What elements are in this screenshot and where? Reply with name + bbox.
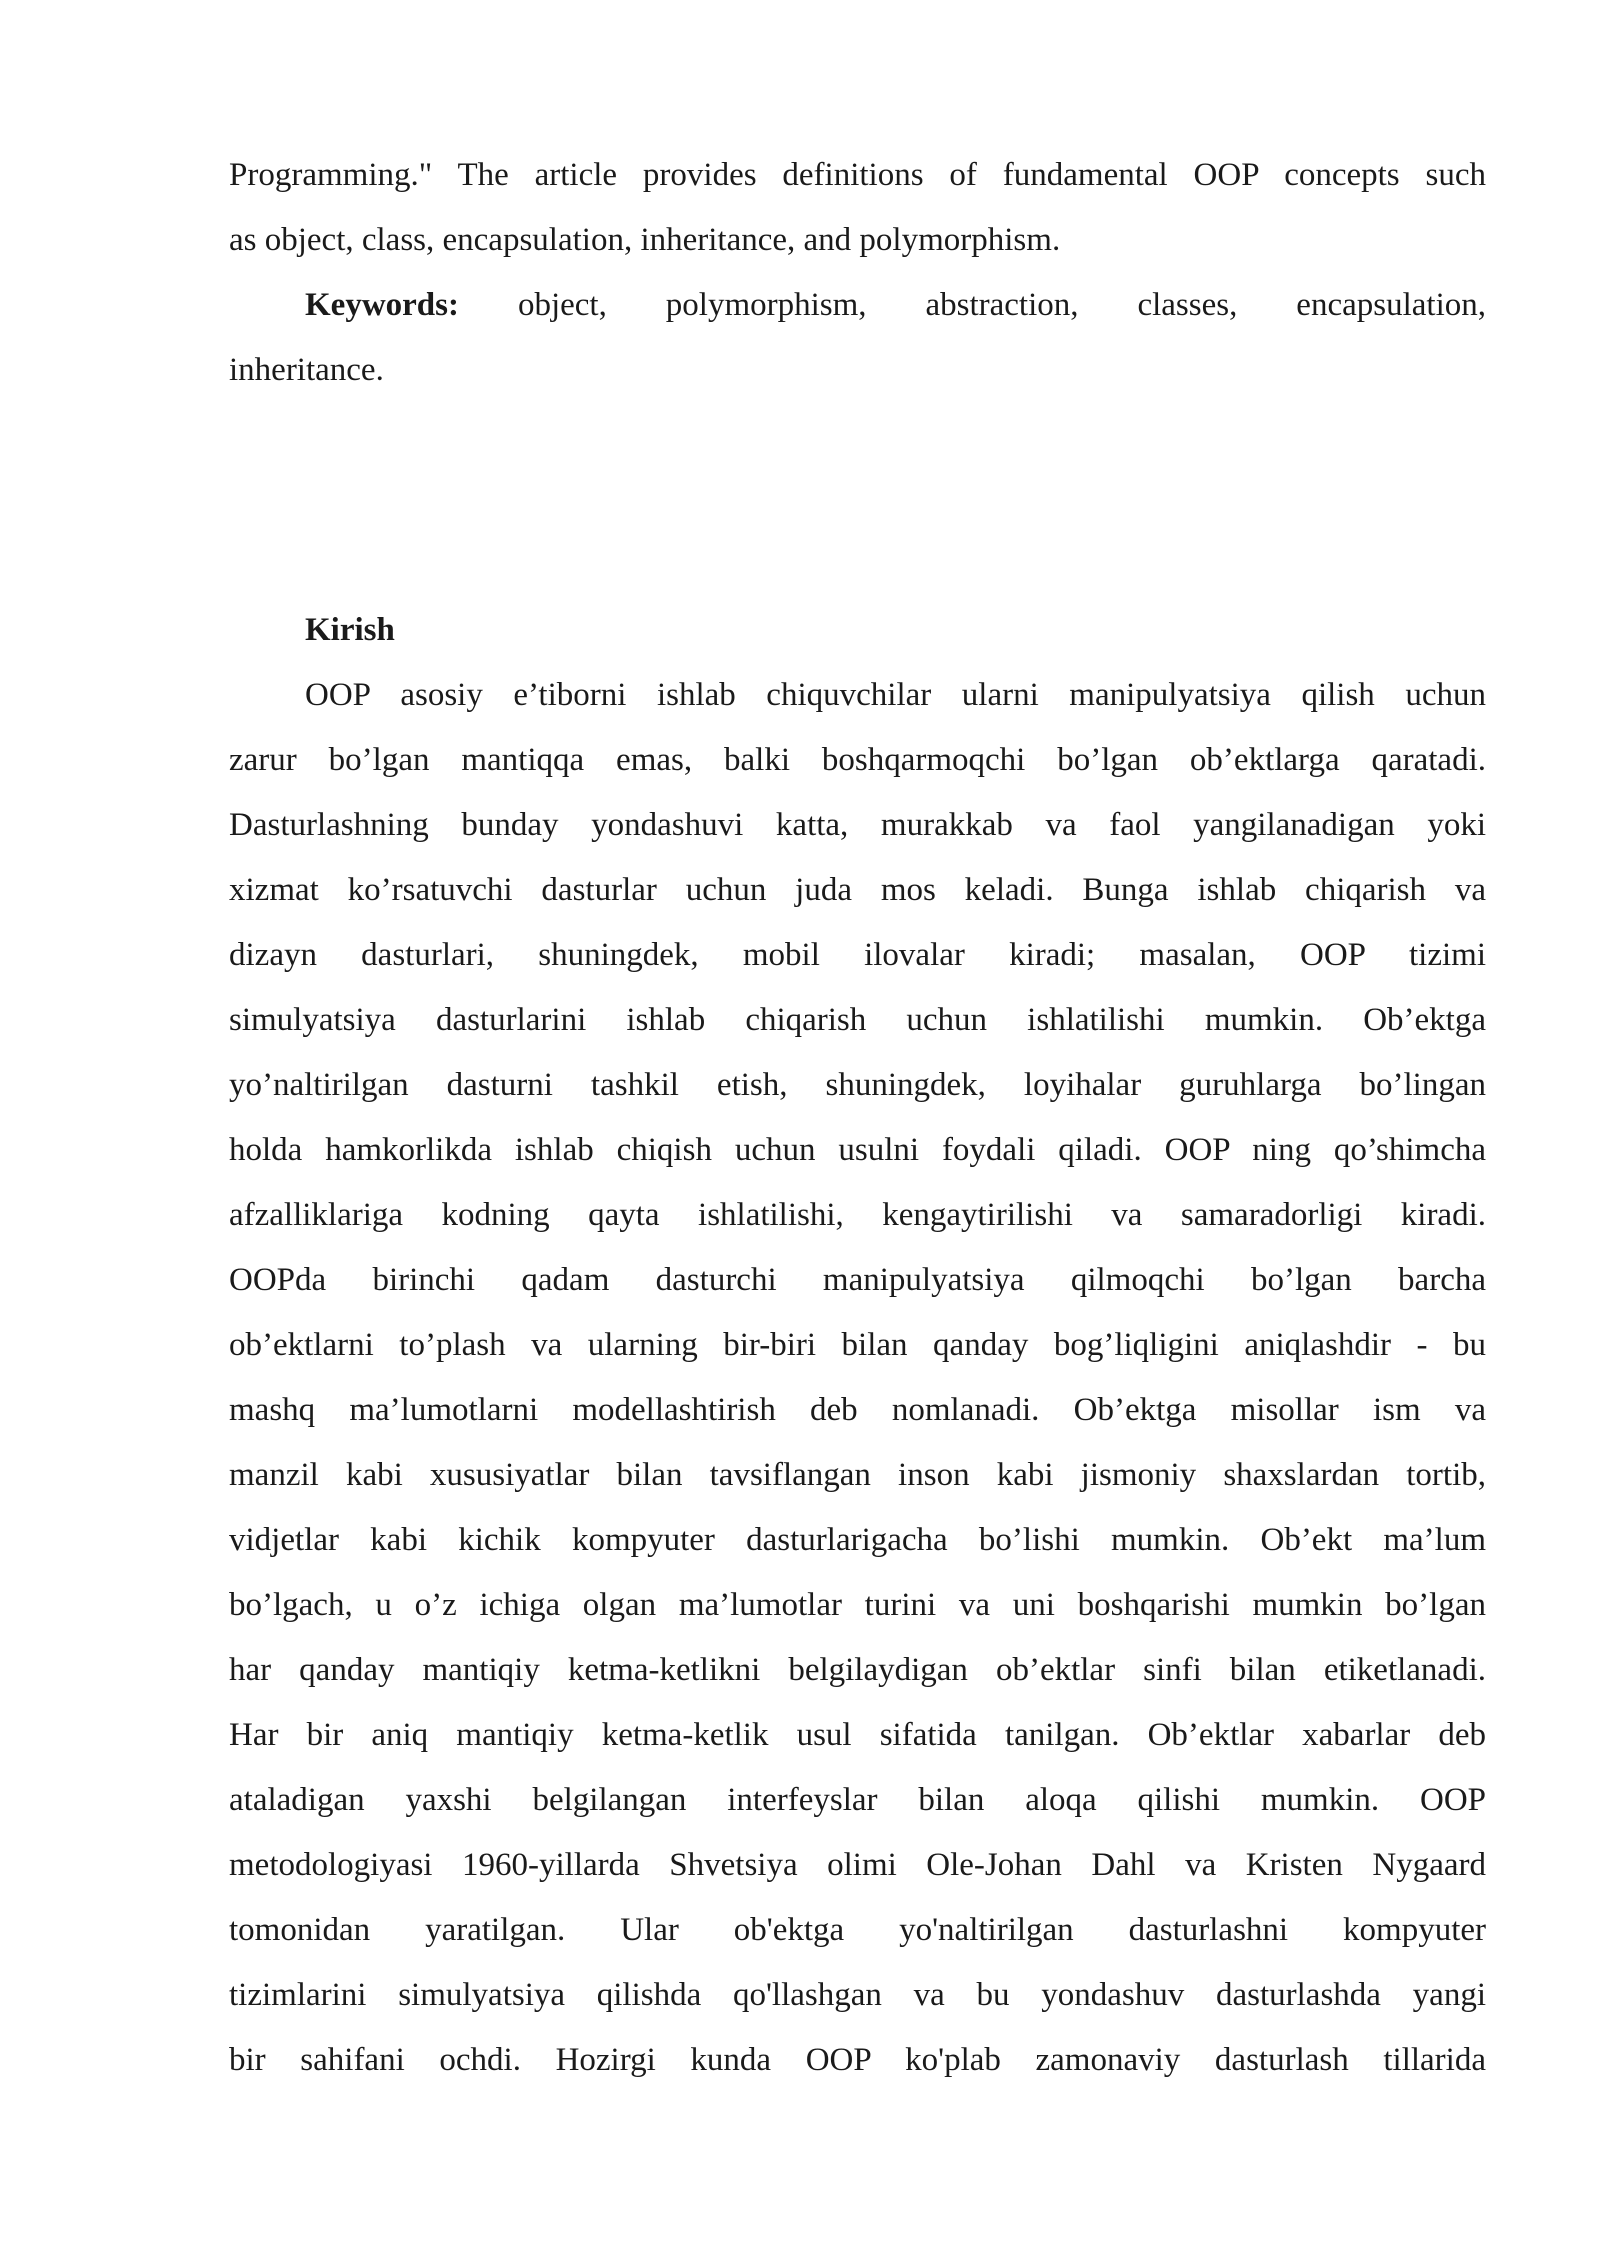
body-line: simulyatsiya dasturlarini ishlab chiqarish uchun ishlatilishi mumkin. Ob’ektga — [229, 1002, 1486, 1038]
body-line: OOPda birinchi qadam dasturchi manipulyatsiya qilmoqchi bo’lgan barcha — [229, 1262, 1486, 1298]
body-line: vidjetlar kabi kichik kompyuter dasturlarigacha bo’lishi mumkin. Ob’ekt ma’lum — [229, 1522, 1486, 1558]
body-line: ataladigan yaxshi belgilangan interfeyslar bilan aloqa qilishi mumkin. OOP — [229, 1782, 1486, 1818]
body-line: Dasturlashning bunday yondashuvi katta, murakkab va faol yangilanadigan yoki — [229, 807, 1486, 843]
body-line: OOP asosiy e’tiborni ishlab chiquvchilar ularni manipulyatsiya qilish uchun — [305, 677, 1486, 713]
keywords-line: inheritance. — [229, 352, 384, 388]
keywords-line — [229, 280, 1486, 345]
body-line: tomonidan yaratilgan. Ular ob'ektga yo'naltirilgan dasturlashni kompyuter — [229, 1912, 1486, 1948]
abstract-paragraph — [229, 150, 1486, 410]
body-line: bir sahifani ochdi. Hozirgi kunda OOP ko'plab zamonaviy dasturlash tillarida — [229, 2042, 1486, 2078]
section-heading: Kirish — [305, 612, 395, 648]
body-line: yo’naltirilgan dasturni tashkil etish, shuningdek, loyihalar guruhlarga bo’lingan — [229, 1067, 1486, 1103]
body-line: mashq ma’lumotlarni modellashtirish deb nomlanadi. Ob’ektga misollar ism va — [229, 1392, 1486, 1428]
body-line: har qanday mantiqiy ketma-ketlikni belgilaydigan ob’ektlar sinfi bilan etiketlanadi. — [229, 1652, 1486, 1688]
abstract-line: as object, class, encapsulation, inheritance, and polymorphism. — [229, 222, 1061, 258]
keywords-label: Keywords: — [305, 287, 459, 323]
body-line: metodologiyasi 1960-yillarda Shvetsiya olimi Ole-Johan Dahl va Kristen Nygaard — [229, 1847, 1486, 1883]
body-line: dizayn dasturlari, shuningdek, mobil ilovalar kiradi; masalan, OOP tizimi — [229, 937, 1486, 973]
body-line: holda hamkorlikda ishlab chiqish uchun usulni foydali qiladi. OOP ning qo’shimcha — [229, 1132, 1486, 1168]
body-line: ob’ektlarni to’plash va ularning bir-biri bilan qanday bog’liqligini aniqlashdir - bu — [229, 1327, 1486, 1363]
body-line: zarur bo’lgan mantiqqa emas, balki boshqarmoqchi bo’lgan ob’ektlarga qaratadi. — [229, 742, 1486, 778]
section-body — [229, 670, 1486, 2100]
body-line: manzil kabi xususiyatlar bilan tavsiflangan inson kabi jismoniy shaxslardan tortib, — [229, 1457, 1486, 1493]
section-kirish — [229, 605, 1486, 2100]
body-line: Har bir aniq mantiqiy ketma-ketlik usul sifatida tanilgan. Ob’ektlar xabarlar deb — [229, 1717, 1486, 1753]
body-line: afzalliklariga kodning qayta ishlatilishi, kengaytirilishi va samaradorligi kiradi. — [229, 1197, 1486, 1233]
body-line: tizimlarini simulyatsiya qilishda qo'llashgan va bu yondashuv dasturlashda yangi — [229, 1977, 1486, 2013]
keywords-list: object, polymorphism, abstraction, classes, encapsulation, — [517, 287, 1486, 323]
abstract-line: Programming." The article provides definitions of fundamental OOP concepts such — [229, 157, 1486, 193]
body-line: bo’lgach, u o’z ichiga olgan ma’lumotlar turini va uni boshqarishi mumkin bo’lgan — [229, 1587, 1486, 1623]
body-line: xizmat ko’rsatuvchi dasturlar uchun juda mos keladi. Bunga ishlab chiqarish va — [229, 872, 1486, 908]
